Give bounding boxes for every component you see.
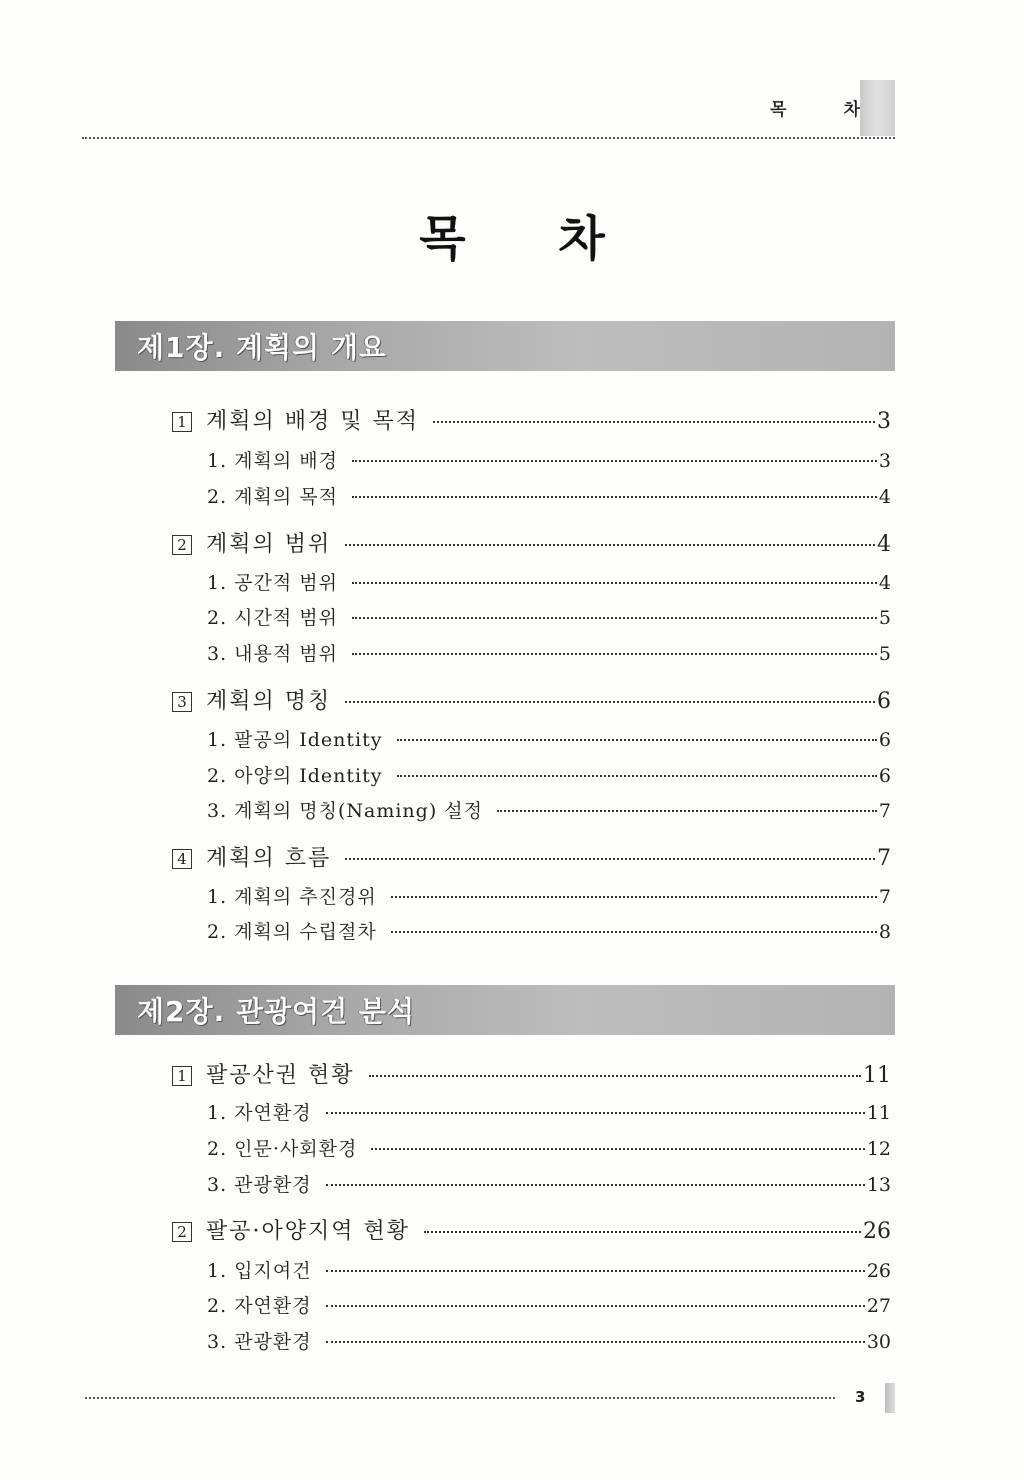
toc-item[interactable]	[207, 761, 891, 788]
item-label: 2. 아양의 Identity	[207, 765, 383, 787]
page-ref: 26	[866, 1260, 891, 1282]
toc-item[interactable]	[207, 1170, 891, 1197]
page-ref: 6	[878, 729, 891, 751]
toc-item[interactable]	[207, 446, 891, 473]
header-tab	[860, 80, 895, 136]
dot-leader	[326, 1270, 865, 1272]
toc-section-1-4[interactable]	[172, 841, 891, 872]
page-ref: 4	[877, 532, 891, 557]
item-label: 1. 팔공의 Identity	[207, 729, 383, 751]
dot-leader	[424, 1231, 861, 1233]
item-label: 2. 시간적 범위	[207, 607, 338, 629]
header-label-left: 목	[770, 100, 787, 120]
toc-item[interactable]	[207, 1291, 891, 1318]
dot-leader	[345, 858, 875, 860]
page-ref: 12	[866, 1138, 891, 1160]
page-ref: 8	[878, 921, 891, 943]
chapter-heading-2[interactable]	[115, 985, 895, 1035]
toc-item[interactable]	[207, 639, 891, 666]
page-ref: 3	[878, 450, 891, 472]
dot-leader	[397, 775, 877, 777]
section-label: 계획의 범위	[206, 532, 332, 557]
page-ref: 6	[878, 765, 891, 787]
page-ref: 3	[877, 409, 891, 434]
toc-item[interactable]	[207, 796, 891, 823]
toc-section-2-2[interactable]	[172, 1214, 891, 1245]
dot-leader	[397, 739, 877, 741]
section-label: 팔공·아양지역 현황	[206, 1219, 411, 1244]
page-number: 3	[855, 1388, 866, 1406]
toc-item[interactable]	[207, 1256, 891, 1283]
page-ref: 27	[866, 1295, 891, 1317]
footer-tab	[885, 1383, 895, 1413]
toc-item[interactable]	[207, 568, 891, 595]
page-ref: 5	[878, 643, 891, 665]
toc-item[interactable]	[207, 482, 891, 509]
toc-section-1-2[interactable]	[172, 527, 891, 558]
toc-item[interactable]	[207, 917, 891, 944]
page-title: 목 차	[419, 211, 643, 267]
dot-leader	[497, 810, 877, 812]
item-label: 1. 공간적 범위	[207, 572, 338, 594]
item-label: 1. 계획의 배경	[207, 450, 338, 472]
chapter-title: 제2장. 관광여건 분석	[137, 995, 416, 1028]
section-label: 팔공산권 현황	[206, 1063, 355, 1088]
dot-leader	[371, 1148, 864, 1150]
dot-leader	[326, 1341, 865, 1343]
header-rule	[82, 137, 895, 139]
page-ref: 13	[866, 1174, 891, 1196]
toc-item[interactable]	[207, 1098, 891, 1125]
page-ref: 6	[877, 689, 891, 714]
chapter-heading-1[interactable]	[115, 321, 895, 371]
dot-leader	[352, 496, 877, 498]
header-label-right: 차	[843, 100, 860, 120]
section-number-box: 1	[172, 1066, 192, 1086]
item-label: 2. 인문·사회환경	[207, 1138, 358, 1160]
page-ref: 26	[863, 1219, 891, 1244]
section-number-box: 4	[172, 849, 192, 869]
section-label: 계획의 배경 및 목적	[206, 409, 419, 434]
item-label: 3. 관광환경	[207, 1174, 312, 1196]
dot-leader	[326, 1184, 865, 1186]
dot-leader	[369, 1075, 861, 1077]
toc-item[interactable]	[207, 882, 891, 909]
item-label: 1. 자연환경	[207, 1102, 312, 1124]
page-ref: 7	[878, 800, 891, 822]
page-ref: 5	[878, 607, 891, 629]
page-ref: 30	[866, 1331, 891, 1353]
dot-leader	[352, 617, 877, 619]
page-ref: 11	[863, 1063, 891, 1088]
page-ref: 4	[878, 572, 891, 594]
toc-item[interactable]	[207, 1327, 891, 1354]
section-number-box: 2	[172, 535, 192, 555]
item-label: 2. 계획의 목적	[207, 486, 338, 508]
item-label: 3. 계획의 명칭(Naming) 설정	[207, 800, 483, 822]
toc-section-2-1[interactable]	[172, 1058, 891, 1089]
toc-item[interactable]	[207, 725, 891, 752]
toc-section-1-3[interactable]	[172, 684, 891, 715]
dot-leader	[345, 701, 875, 703]
dot-leader	[352, 460, 877, 462]
dot-leader	[391, 896, 877, 898]
section-number-box: 2	[172, 1222, 192, 1242]
section-number-box: 3	[172, 692, 192, 712]
page-ref: 7	[878, 886, 891, 908]
toc-section-1-1[interactable]	[172, 404, 891, 435]
page-ref: 7	[877, 846, 891, 871]
toc-item[interactable]	[207, 603, 891, 630]
dot-leader	[352, 653, 877, 655]
toc-item[interactable]	[207, 1134, 891, 1161]
item-label: 1. 계획의 추진경위	[207, 886, 377, 908]
item-label: 3. 내용적 범위	[207, 643, 338, 665]
item-label: 3. 관광환경	[207, 1331, 312, 1353]
dot-leader	[352, 582, 877, 584]
section-number-box: 1	[172, 412, 192, 432]
item-label: 2. 계획의 수립절차	[207, 921, 377, 943]
section-label: 계획의 명칭	[206, 689, 332, 714]
page-ref: 4	[878, 486, 891, 508]
section-label: 계획의 흐름	[206, 846, 332, 871]
dot-leader	[345, 544, 875, 546]
dot-leader	[391, 931, 877, 933]
dot-leader	[326, 1112, 865, 1114]
running-header	[770, 95, 860, 120]
page-ref: 11	[866, 1102, 891, 1124]
item-label: 2. 자연환경	[207, 1295, 312, 1317]
item-label: 1. 입지여건	[207, 1260, 312, 1282]
dot-leader	[433, 421, 875, 423]
dot-leader	[326, 1305, 865, 1307]
footer-rule	[85, 1397, 835, 1399]
chapter-title: 제1장. 계획의 개요	[137, 331, 387, 364]
